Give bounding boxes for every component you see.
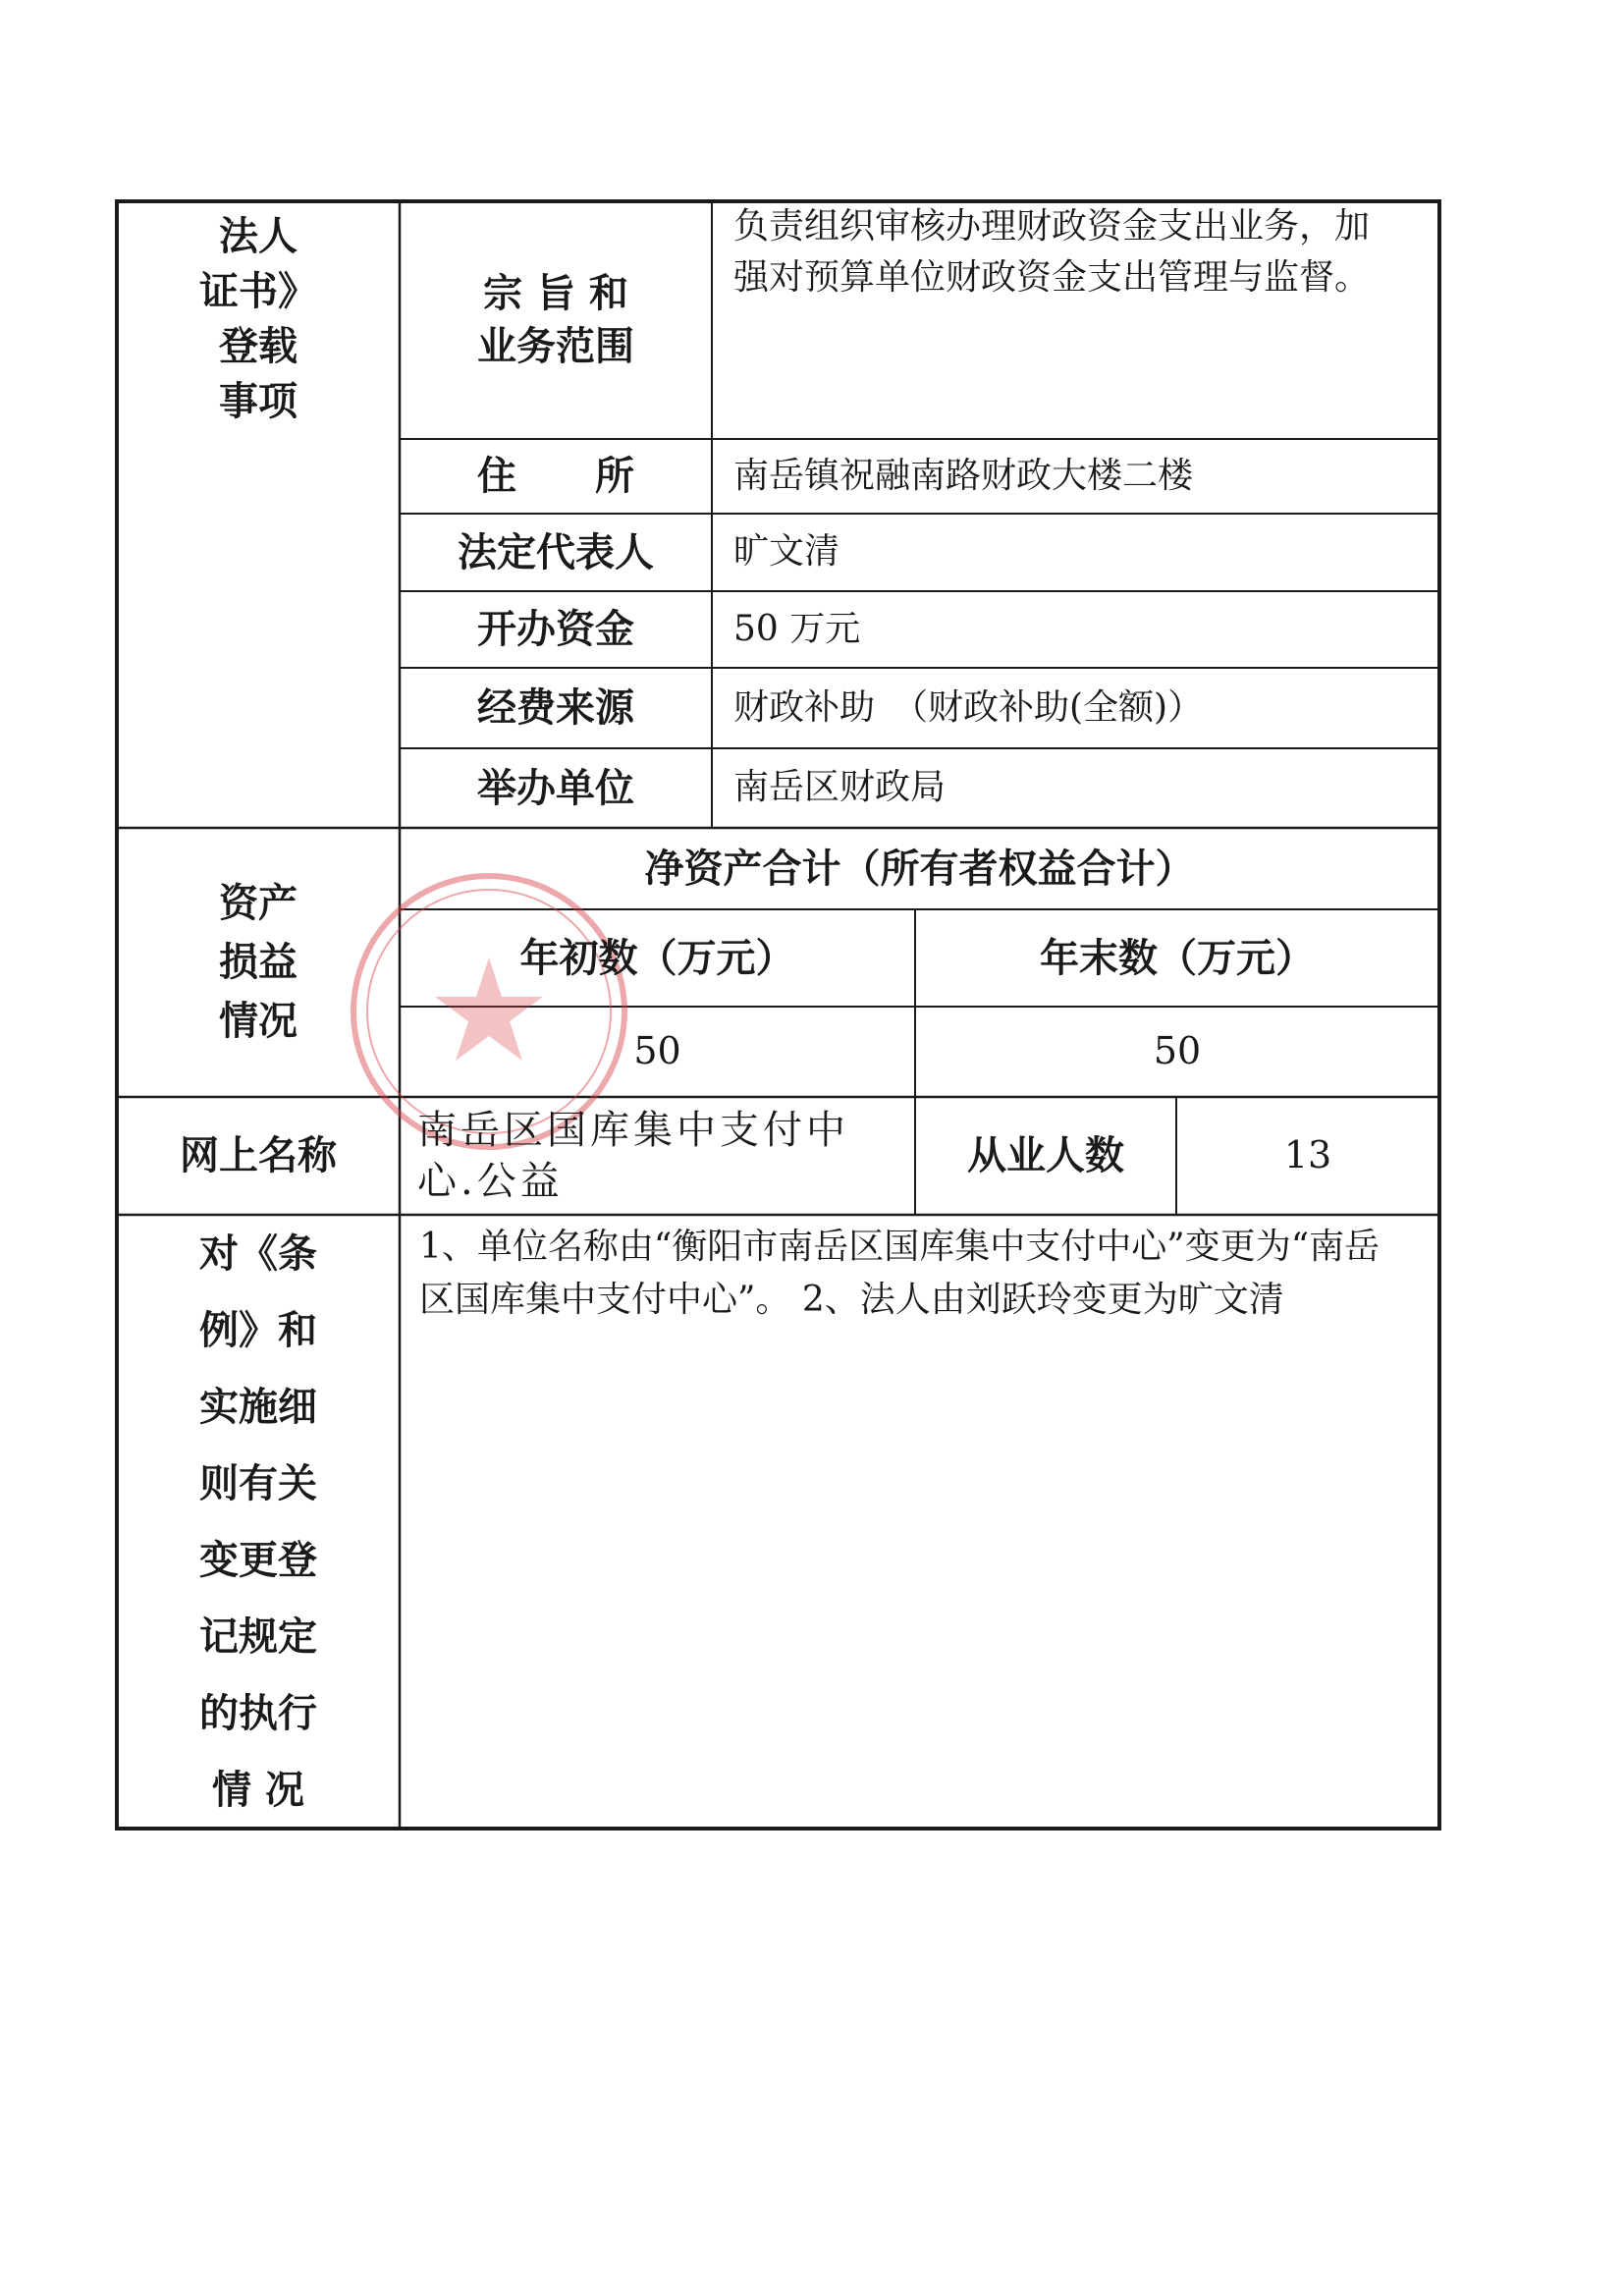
- purpose-scope-label: [400, 201, 712, 439]
- text-line: 区国库集中支付中心”。 2、法人由刘跃玲变更为旷文清: [419, 1280, 1284, 1320]
- assets-section-label: [117, 828, 400, 1097]
- label-line: 证书》: [199, 268, 317, 314]
- staff-count-value: 13: [1283, 1133, 1332, 1177]
- label-line: 情况: [219, 998, 298, 1044]
- registration-section-label: [117, 201, 400, 437]
- value-line: 心.公益: [417, 1159, 564, 1204]
- sponsor-unit-label: 举办单位: [477, 764, 634, 811]
- label-line: 损益: [219, 939, 298, 985]
- label-line: 记规定: [199, 1613, 317, 1660]
- address-label: 住 所: [477, 453, 634, 499]
- staff-count-label: 从业人数: [967, 1132, 1124, 1178]
- value-line: 负责组织审核办理财政资金支出业务，加: [733, 206, 1371, 246]
- startup-capital-label: 开办资金: [477, 606, 634, 652]
- end-of-year-header: 年末数（万元）: [1040, 934, 1315, 981]
- start-of-year-value: 50: [633, 1029, 681, 1073]
- funding-source-label: 经费来源: [477, 684, 634, 731]
- net-assets-header: 净资产合计（所有者权益合计）: [644, 845, 1195, 892]
- funding-source-value: 财政补助 （财政补助(全额)）: [733, 686, 1204, 728]
- legal-representative-label: 法定代表人: [458, 528, 654, 575]
- label-line: 登载: [219, 323, 298, 369]
- end-of-year-value: 50: [1153, 1029, 1202, 1073]
- legal-representative-value: 旷文清: [733, 531, 840, 573]
- label-line: 则有关: [199, 1459, 317, 1506]
- label-line: 业务范围: [477, 323, 634, 369]
- address-value: 南岳镇祝融南路财政大楼二楼: [733, 455, 1194, 496]
- label-line: 情 况: [212, 1766, 304, 1813]
- label-line: 的执行: [199, 1689, 317, 1736]
- compliance-text: [400, 1215, 1439, 1829]
- label-line: 对《条: [199, 1230, 317, 1277]
- label-line: 法人: [219, 213, 298, 259]
- label-line: 实施细: [199, 1383, 317, 1430]
- compliance-section-label: [117, 1215, 400, 1829]
- online-name-label: 网上名称: [180, 1132, 337, 1178]
- label-line: 变更登: [199, 1536, 317, 1583]
- online-name-value: [400, 1097, 915, 1215]
- value-line: 南岳区国库集中支付中: [417, 1108, 849, 1153]
- text-line: 1、单位名称由“衡阳市南岳区国库集中支付中心”变更为“南岳: [419, 1227, 1380, 1267]
- label-line: 事项: [219, 378, 298, 424]
- start-of-year-header: 年初数（万元）: [519, 934, 795, 981]
- label-line: 例》和: [199, 1306, 317, 1353]
- label-line: 资产: [219, 880, 298, 926]
- startup-capital-value: 50 万元: [733, 608, 861, 649]
- value-line: 强对预算单位财政资金支出管理与监督。: [733, 257, 1371, 299]
- sponsor-unit-value: 南岳区财政局: [733, 767, 947, 808]
- purpose-scope-value: [712, 201, 1439, 439]
- label-line: 宗 旨 和: [483, 270, 628, 316]
